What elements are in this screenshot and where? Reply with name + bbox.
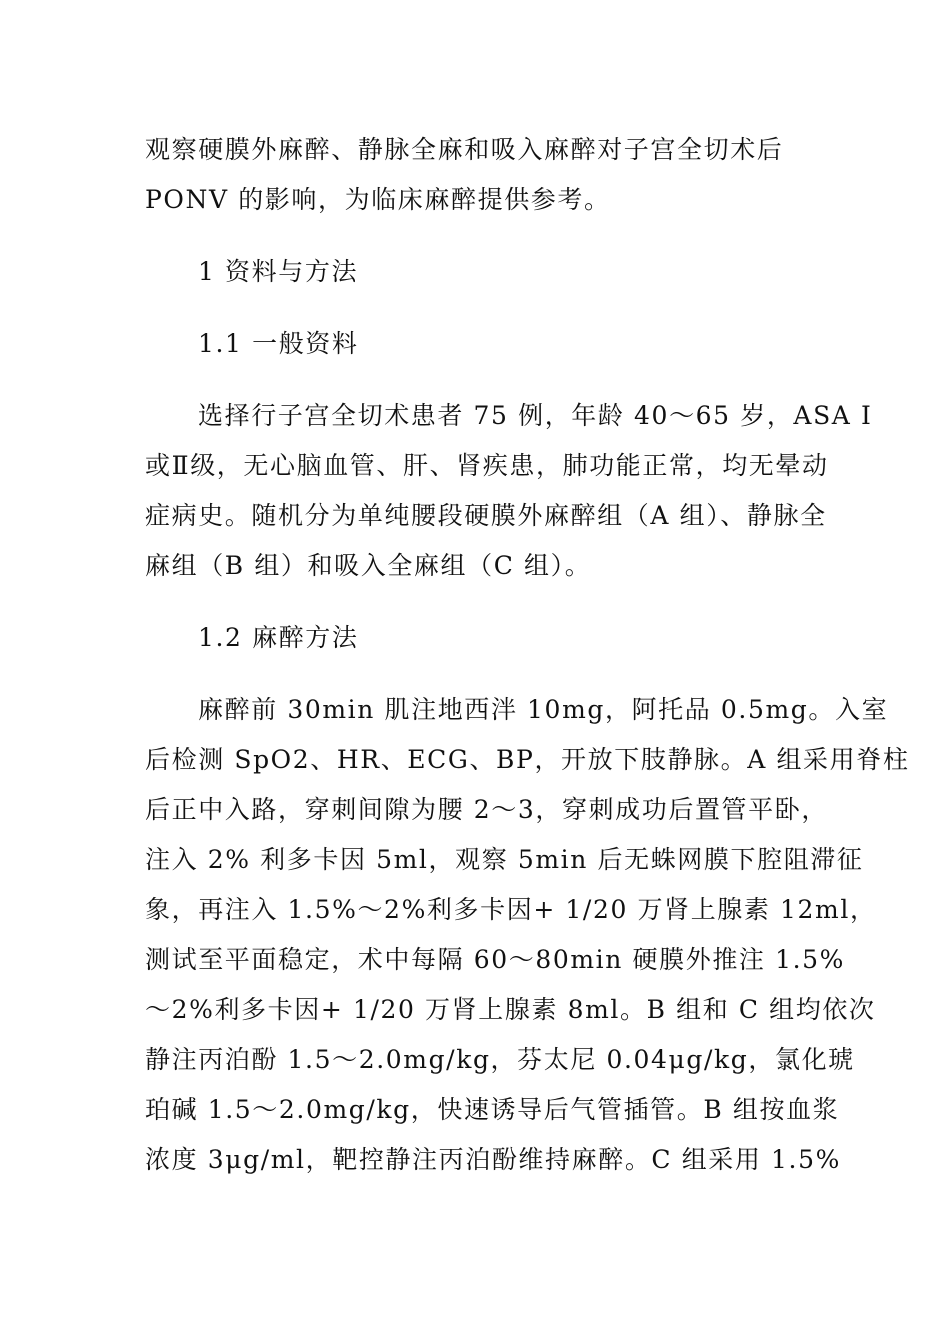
subsection-heading: 1.2 麻醉方法 [198,623,359,652]
paragraph-line: 麻醉前 30min 肌注地西泮 10mg，阿托品 0.5mg。入室 [198,695,889,724]
section-heading: 1 资料与方法 [198,257,359,286]
paragraph-line: ～2%利多卡因+ 1/20 万肾上腺素 8ml。B 组和 C 组均依次 [145,995,876,1024]
subsection-heading: 1.1 一般资料 [198,329,359,358]
intro-line-1: 观察硬膜外麻醉、静脉全麻和吸入麻醉对子宫全切术后 [145,135,784,164]
paragraph-line: 后检测 SpO2、HR、ECG、BP，开放下肢静脉。A 组采用脊柱 [145,745,910,774]
paragraph-line: 或Ⅱ级，无心脑血管、肝、肾疾患，肺功能正常，均无晕动 [145,451,829,480]
paragraph-line: 选择行子宫全切术患者 75 例，年龄 40～65 岁，ASA Ⅰ [198,401,873,430]
paragraph-line: 测试至平面稳定，术中每隔 60～80min 硬膜外推注 1.5% [145,945,845,974]
paragraph-line: 注入 2% 利多卡因 5ml，观察 5min 后无蛛网膜下腔阻滞征 [145,845,864,874]
paragraph-line: 浓度 3μg/ml，靶控静注丙泊酚维持麻醉。C 组采用 1.5% [145,1145,841,1174]
intro-line-2: PONV 的影响，为临床麻醉提供参考。 [145,185,611,214]
paragraph-line: 麻组（B 组）和吸入全麻组（C 组）。 [145,551,592,580]
paragraph-line: 珀碱 1.5～2.0mg/kg，快速诱导后气管插管。B 组按血浆 [145,1095,840,1124]
paragraph-line: 症病史。随机分为单纯腰段硬膜外麻醉组（A 组）、静脉全 [145,501,827,530]
paragraph-line: 象，再注入 1.5%～2%利多卡因+ 1/20 万肾上腺素 12ml， [145,895,877,924]
paragraph-line: 静注丙泊酚 1.5～2.0mg/kg，芬太尼 0.04μg/kg，氯化琥 [145,1045,855,1074]
paragraph-line: 后正中入路，穿刺间隙为腰 2～3，穿刺成功后置管平卧， [145,795,828,824]
